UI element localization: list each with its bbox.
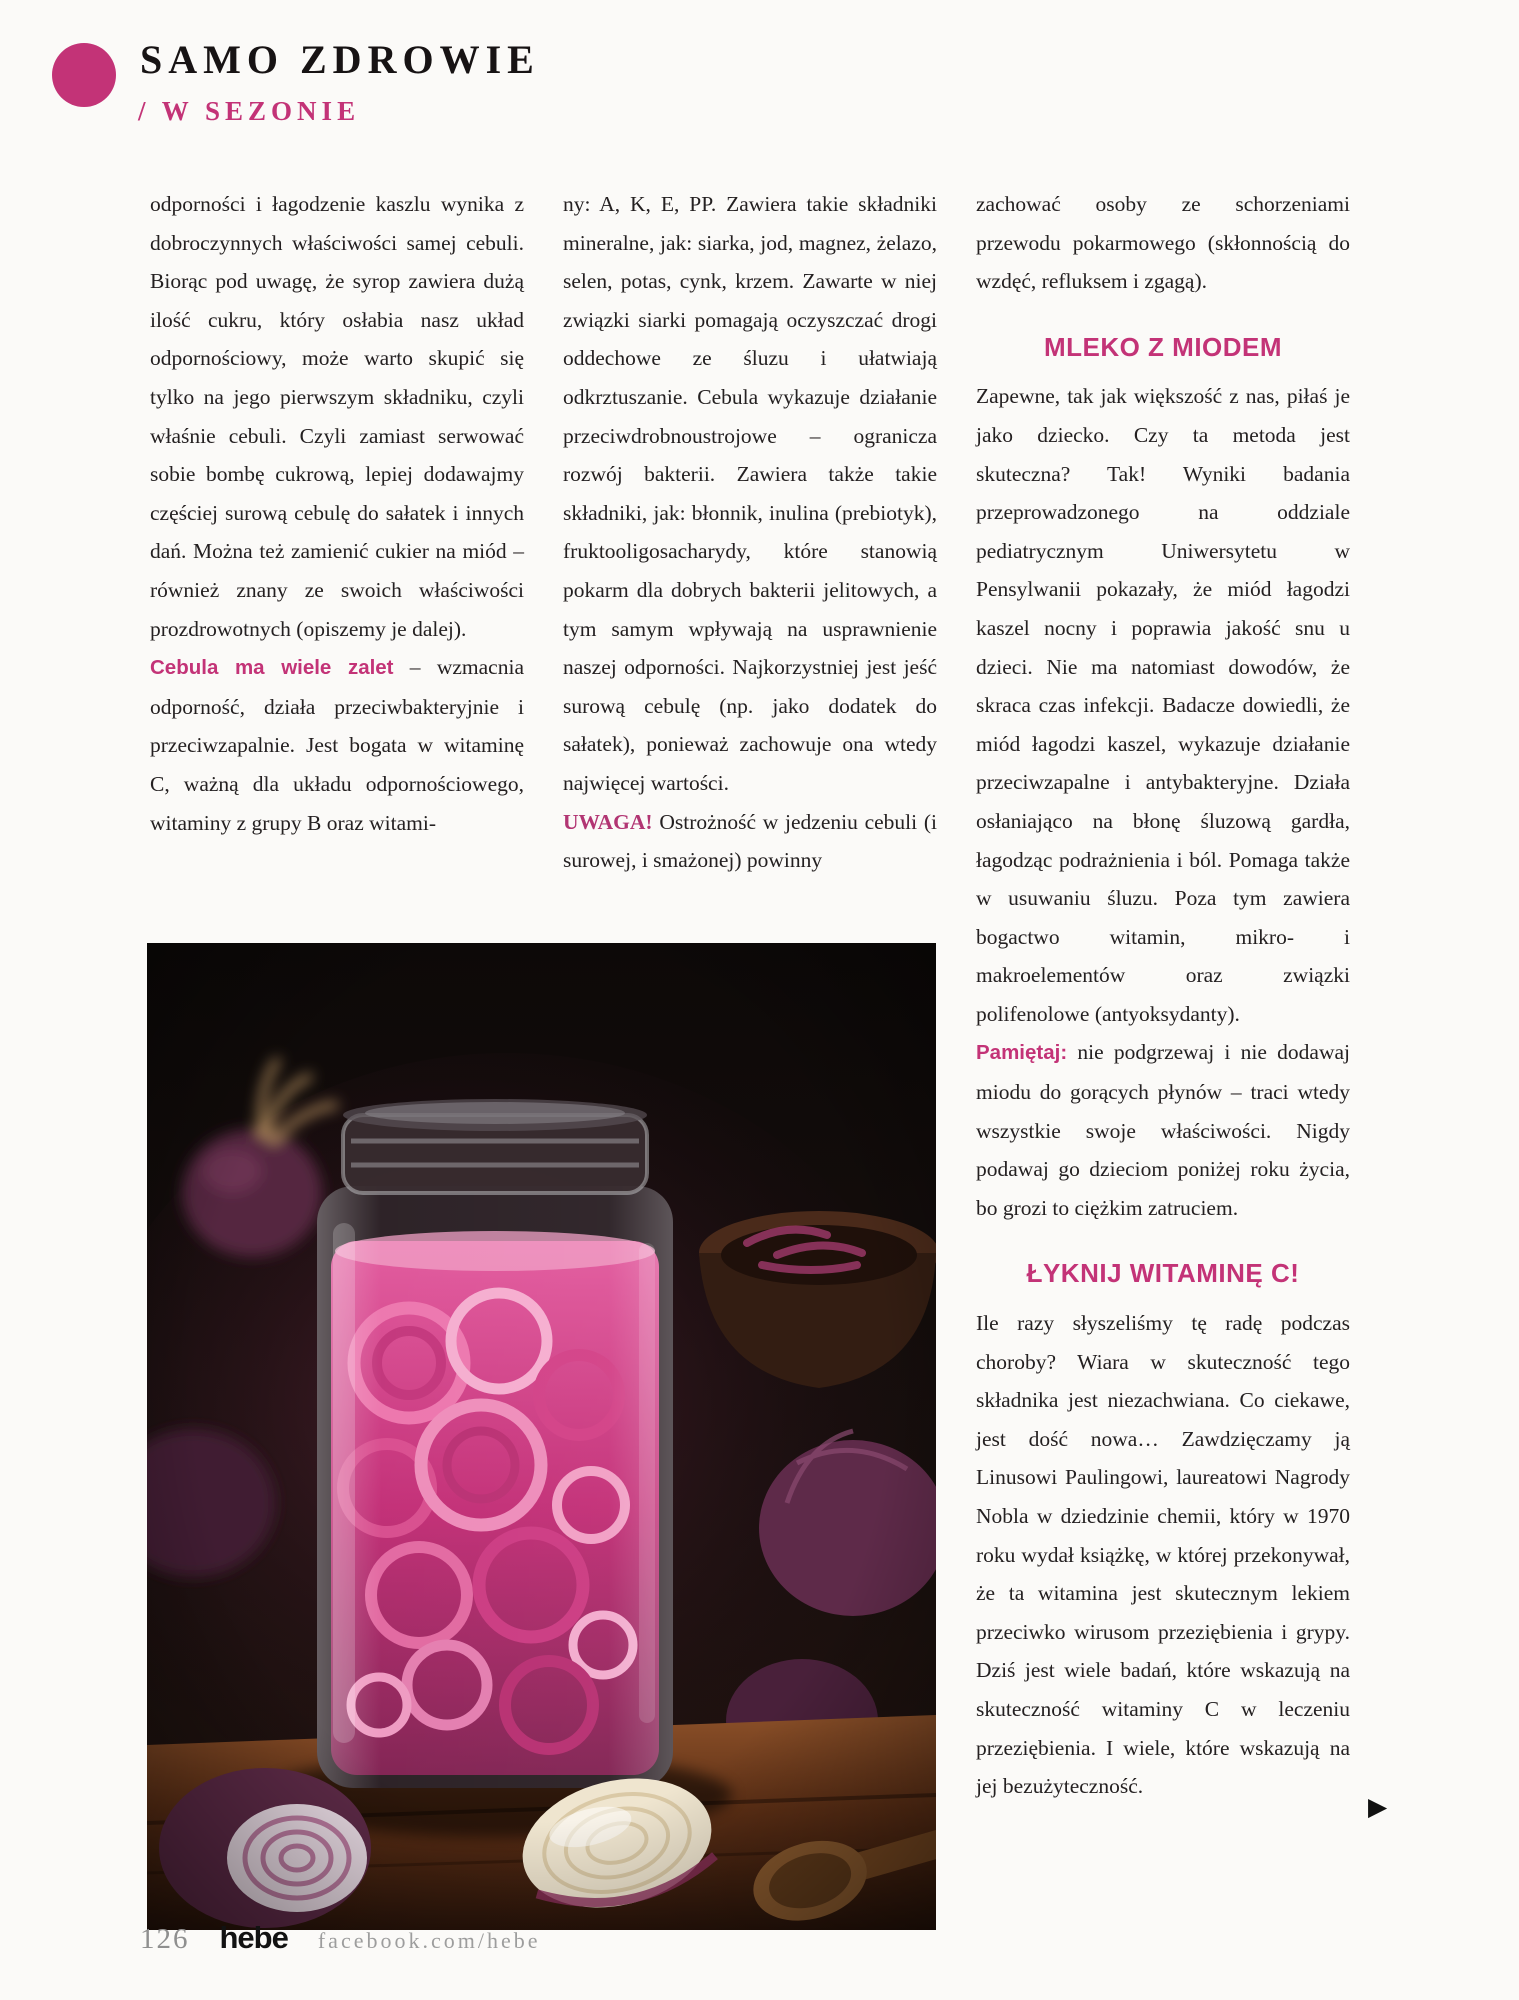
page-footer	[140, 1920, 541, 1956]
paragraph-lead: Pamiętaj:	[976, 1041, 1068, 1065]
body-paragraph: Zapewne, tak jak większość z nas, piłaś je jako dziecko. Czy ta metoda jest skuteczna? Tak! Wyniki badania przeprowadzonego na oddziale pediatrycznym Uniwersytetu w Pensylwanii pokazały, że miód łagodzi kaszel nocny i poprawia jakość snu u dzieci. Nie ma natomiast dowodów, że skraca czas infekcji. Badacze dowiedli, że miód łagodzi kaszel, wykazuje działanie przeciwzapalne i antybakteryjne. Działa osłaniająco na błonę śluzową gardła, łagodząc podrażnienia i ból. Pomaga także w usuwaniu śluzu. Poza tym zawiera bogactwo witamin, mikro- i makroelementów oraz związki polifenolowe (antyoksydanty).	[976, 384, 1350, 1026]
section-dot-icon	[52, 43, 116, 107]
section-subtitle: / W SEZONIE	[138, 96, 361, 126]
body-paragraph: zachować osoby ze schorzeniami przewodu pokarmowego (skłonnością do wzdęć, refluksem i zgagą).	[976, 192, 1350, 294]
paragraph-lead: UWAGA!	[563, 809, 653, 834]
body-paragraph: Cebula ma wiele zalet – wzmacnia odporność, działa przeciwbakteryjnie i przeciwzapalnie. Jest bogata w witaminę C, ważną dla układu odpornościowego, witaminy z grupy B oraz witami-	[150, 655, 524, 835]
paragraph-lead: Cebula ma wiele zalet	[150, 656, 394, 680]
text-column-3	[976, 185, 1350, 1806]
article-photo	[147, 943, 936, 1930]
subheading: ŁYKNIJ WITAMINĘ C!	[1026, 1258, 1300, 1289]
subheading: MLEKO Z MIODEM	[1043, 331, 1283, 362]
pickled-red-onion-jar-illustration	[147, 943, 936, 1930]
facebook-url: facebook.com/hebe	[317, 1928, 541, 1953]
body-paragraph: Pamiętaj: nie podgrzewaj i nie dodawaj miodu do gorących płynów – traci wtedy wszystkie swoje właściwości. Nigdy podawaj go dzieciom poniżej roku życia, bo grozi to ciężkim zatruciem.	[976, 1040, 1350, 1220]
body-paragraph: UWAGA! Ostrożność w jedzeniu cebuli (i surowej, i smażonej) powinny	[563, 809, 937, 873]
text-column-2	[563, 185, 937, 880]
continuation-arrow-icon: ▶	[1368, 1792, 1388, 1821]
body-paragraph: ny: A, K, E, PP. Zawiera takie składniki mineralne, jak: siarka, jod, magnez, żelazo, selen, potas, cynk, krzem. Zawarte w niej związki siarki pomagają oczyszczać drogi oddechowe ze śluzu i ułatwiają odkrztuszanie. Cebula wykazuje działanie przeciwdrobnoustrojowe – ogranicza rozwój bakterii. Zawiera także takie składniki, jak: błonnik, inulina (prebiotyk), fruktooligosacharydy, które stanowią pokarm dla dobrych bakterii jelitowych, a tym samym wpływają na usprawnienie naszej odporności. Najkorzystniej jest jeść surową cebulę (np. jako dodatek do sałatek), ponieważ zachowuje ona wtedy najwięcej wartości.	[563, 192, 937, 795]
hebe-logo: hebe	[219, 1920, 288, 1955]
page-number: 126	[140, 1923, 190, 1955]
section-title: SAMO ZDROWIE	[140, 37, 540, 82]
body-paragraph: odporności i łagodzenie kaszlu wynika z dobroczynnych właściwości samej cebuli. Biorąc pod uwagę, że syrop zawiera dużą ilość cukru, który osłabia nasz układ odpornościowy, może warto skupić się tylko na jego pierwszym składniku, czyli właśnie cebuli. Czyli zamiast serwować sobie bombę cukrową, lepiej dodawajmy częściej surową cebulę do sałatek i innych dań. Można też zamienić cukier na miód – również znany ze swoich właściwości prozdrowotnych (opiszemy je dalej).	[150, 192, 524, 641]
body-paragraph: Ile razy słyszeliśmy tę radę podczas choroby? Wiara w skuteczność tego składnika jest niezachwiana. Co ciekawe, jest dość nowa… Zawdzięczamy ją Linusowi Paulingowi, laureatowi Nagrody Nobla w dziedzinie chemii, który w 1970 roku wydał książkę, w której przekonywał, że ta witamina jest skutecznym lekiem przeciwko wirusom przeziębienia i grypy. Dziś jest wiele badań, które wskazują na skuteczność witaminy C w leczeniu przeziębienia. I wiele, które wskazują na jej bezużyteczność.	[976, 1311, 1350, 1799]
text-column-1	[150, 185, 524, 842]
